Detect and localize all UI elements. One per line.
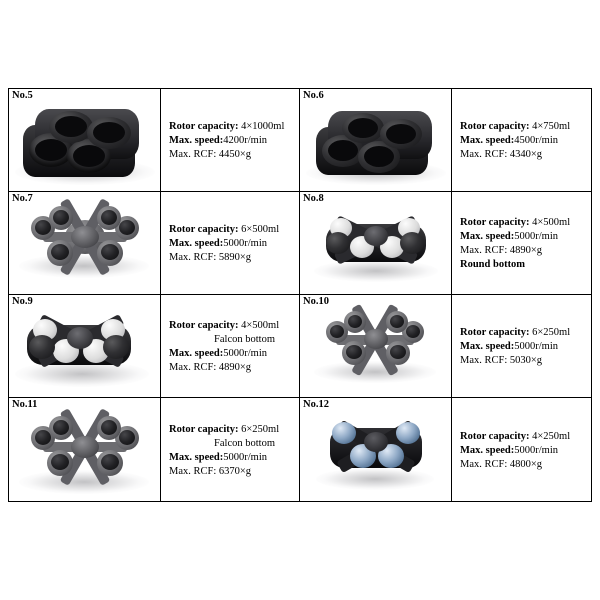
spec-label: Rotor capacity: [169,423,239,435]
spec-value: 4×750ml [529,121,571,132]
spec-label: Max. speed: [460,231,515,242]
spec-value: 5000r/min [223,451,267,463]
spec-value: 4890×g [216,362,252,373]
rotor-no11-illustration [9,398,161,501]
spec-value: 5000r/min [223,238,267,249]
rotor-spec-table [8,88,592,502]
rotor-no9-illustration [9,295,161,397]
spec-label: Max. RCF: [169,252,217,263]
spec-label: Max. speed: [460,135,515,146]
rotor-no7-illustration [9,192,161,294]
spec-value: 4890×g [507,245,543,256]
rotor-no10-illustration [300,295,452,397]
rotor-id-label: No.5 [12,90,33,101]
table-column-right [300,89,591,501]
spec-value: 4800×g [507,458,543,470]
rotor-specs [452,192,591,294]
spec-label: Max. RCF: [169,149,217,160]
rotor-id-label: No.8 [303,193,324,204]
rotor-specs [161,295,299,397]
rotor-specs [452,89,591,191]
spec-value: 4450×g [216,149,252,160]
rotor-id-label: No.11 [12,399,38,410]
rotor-id-label: No.7 [12,193,33,204]
spec-label: Round bottom [460,259,526,270]
table-row [300,192,591,295]
table-row [9,192,299,295]
spec-label: Falcon bottom [214,437,275,449]
table-row [300,398,591,501]
spec-label: Rotor capacity: [169,121,239,132]
spec-label: Max. RCF: [460,149,508,160]
spec-value: 4200r/min [223,135,267,146]
spec-label: Falcon bottom [214,334,275,345]
rotor-no5-illustration [9,89,161,191]
spec-value: 5000r/min [514,444,558,456]
spec-label: Rotor capacity: [460,430,530,442]
spec-label: Max. speed: [169,348,224,359]
spec-value: 6370×g [216,465,252,477]
table-row [300,295,591,398]
spec-label: Max. RCF: [460,458,508,470]
spec-value: 4500r/min [514,135,558,146]
spec-label: Rotor capacity: [169,224,239,235]
rotor-no12-illustration [300,398,452,501]
rotor-specs [161,89,299,191]
spec-label: Rotor capacity: [169,320,239,331]
spec-label: Rotor capacity: [460,217,530,228]
spec-label: Max. speed: [169,451,224,463]
spec-value: 5890×g [216,252,252,263]
rotor-id-label: No.10 [303,296,329,307]
rotor-specs [452,295,591,397]
rotor-id-label: No.6 [303,90,324,101]
table-column-left [9,89,300,501]
spec-label: Rotor capacity: [460,121,530,132]
spec-value: 4×250ml [529,430,571,442]
spec-label: Max. RCF: [460,245,508,256]
spec-label: Max. speed: [460,341,515,352]
spec-label: Max. speed: [169,238,224,249]
spec-value: 6×250ml [529,327,571,338]
table-row [9,295,299,398]
spec-label: Max. speed: [169,135,224,146]
rotor-id-label: No.9 [12,296,33,307]
spec-label: Rotor capacity: [460,327,530,338]
spec-label: Max. RCF: [169,465,217,477]
spec-value: 4×500ml [529,217,571,228]
table-row [9,89,299,192]
spec-value: 5030×g [507,355,543,366]
spec-label: Max. RCF: [460,355,508,366]
rotor-specs [161,398,299,501]
spec-value: 5000r/min [514,341,558,352]
spec-label: Max. speed: [460,444,515,456]
rotor-no6-illustration [300,89,452,191]
spec-value: 6×500ml [238,224,280,235]
spec-value: 4340×g [507,149,543,160]
rotor-specs [161,192,299,294]
spec-value: 4×500ml [238,320,280,331]
table-row [9,398,299,501]
spec-value: 5000r/min [223,348,267,359]
spec-value: 6×250ml [238,423,280,435]
rotor-specs [452,398,591,501]
rotor-no8-illustration [300,192,452,294]
table-row [300,89,591,192]
spec-value: 5000r/min [514,231,558,242]
rotor-id-label: No.12 [303,399,329,410]
spec-value: 4×1000ml [238,121,285,132]
spec-label: Max. RCF: [169,362,217,373]
